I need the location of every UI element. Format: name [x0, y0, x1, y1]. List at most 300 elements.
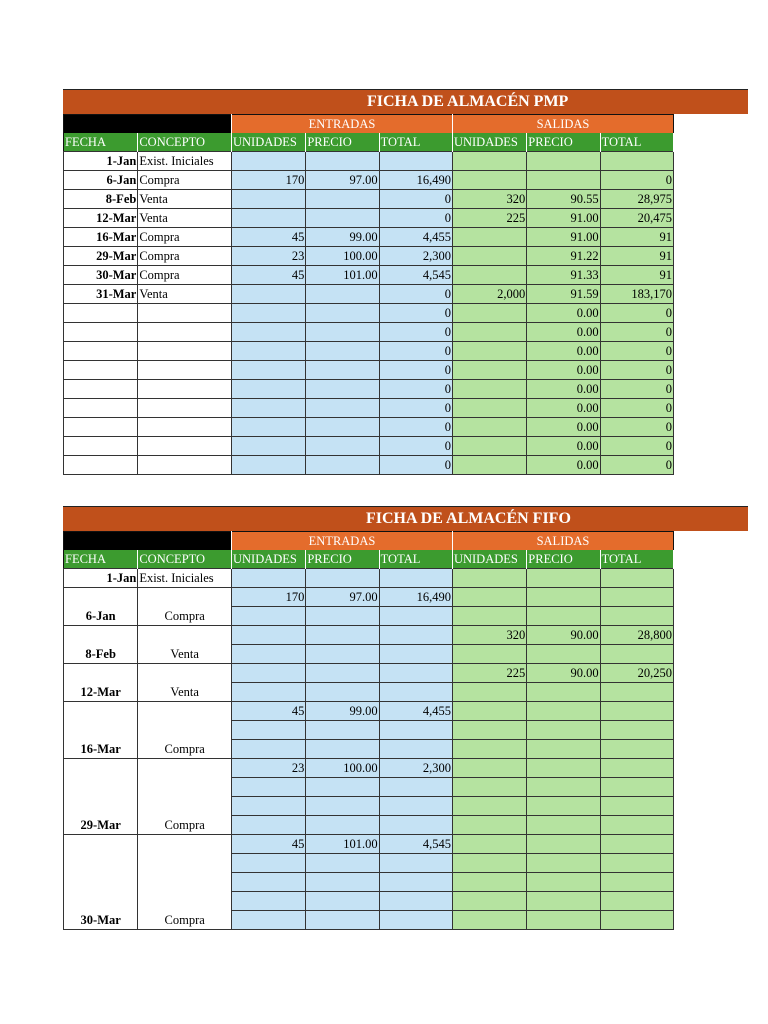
out-units-cell[interactable]	[452, 247, 526, 266]
in-total-cell[interactable]	[379, 626, 452, 645]
out-price-cell[interactable]	[527, 854, 600, 873]
in-price-cell[interactable]: 99.00	[306, 228, 379, 247]
concept-cell[interactable]: Venta	[138, 209, 232, 228]
in-units-cell[interactable]	[232, 323, 306, 342]
in-units-cell[interactable]	[232, 418, 306, 437]
concept-cell[interactable]	[138, 437, 232, 456]
out-total-cell[interactable]: 20,475	[600, 209, 673, 228]
out-total-cell[interactable]	[600, 152, 673, 171]
table-row	[64, 209, 674, 228]
in-price-cell[interactable]: 100.00	[306, 759, 379, 778]
out-units-cell[interactable]: 320	[452, 626, 526, 645]
in-units-cell[interactable]: 23	[232, 759, 306, 778]
in-price-cell[interactable]	[306, 721, 379, 740]
out-total-cell[interactable]: 0	[600, 380, 673, 399]
out-total-cell[interactable]	[600, 759, 673, 778]
in-total-cell[interactable]	[379, 816, 452, 835]
in-price-cell[interactable]	[306, 190, 379, 209]
empty-cell[interactable]	[232, 569, 306, 588]
out-price-cell[interactable]: 0.00	[527, 380, 600, 399]
in-price-cell[interactable]	[306, 342, 379, 361]
fifo-concept-cell[interactable]: Compra	[138, 835, 232, 930]
fifo-concept-cell[interactable]: Venta	[138, 664, 232, 702]
date-cell[interactable]	[64, 418, 138, 437]
date-cell[interactable]: 8-Feb	[64, 190, 138, 209]
empty-cell[interactable]	[527, 569, 600, 588]
out-total-cell[interactable]: 91	[600, 247, 673, 266]
in-units-cell[interactable]	[232, 683, 306, 702]
fifo-concept-cell[interactable]: Venta	[138, 626, 232, 664]
pmp-table	[63, 114, 674, 475]
in-total-cell[interactable]	[379, 664, 452, 683]
fifo-header-unidades: UNIDADES	[452, 550, 526, 569]
in-units-cell[interactable]: 45	[232, 228, 306, 247]
pmp-title: FICHA DE ALMACÉN PMP	[367, 93, 569, 110]
in-total-cell[interactable]: 0	[379, 437, 452, 456]
in-units-cell[interactable]	[232, 873, 306, 892]
in-price-cell[interactable]	[306, 645, 379, 664]
date-cell[interactable]: 1-Jan	[64, 569, 138, 588]
out-units-cell[interactable]	[452, 456, 526, 475]
out-total-cell[interactable]: 0	[600, 304, 673, 323]
out-units-cell[interactable]	[452, 152, 526, 171]
out-total-cell[interactable]	[600, 873, 673, 892]
concept-cell[interactable]: Venta	[138, 190, 232, 209]
out-total-cell[interactable]: 28,975	[600, 190, 673, 209]
out-units-cell[interactable]	[452, 759, 526, 778]
concept-cell[interactable]	[138, 380, 232, 399]
fifo-date-cell[interactable]: 29-Mar	[64, 759, 138, 835]
fifo-date-cell[interactable]: 30-Mar	[64, 835, 138, 930]
in-price-cell[interactable]	[306, 683, 379, 702]
in-total-cell[interactable]	[379, 854, 452, 873]
out-total-cell[interactable]: 183,170	[600, 285, 673, 304]
date-cell[interactable]	[64, 323, 138, 342]
in-total-cell[interactable]: 2,300	[379, 759, 452, 778]
in-price-cell[interactable]	[306, 361, 379, 380]
in-units-cell[interactable]	[232, 285, 306, 304]
in-price-cell[interactable]	[306, 816, 379, 835]
in-units-cell[interactable]	[232, 645, 306, 664]
in-units-cell[interactable]	[232, 892, 306, 911]
in-total-cell[interactable]: 4,455	[379, 702, 452, 721]
out-total-cell[interactable]	[600, 892, 673, 911]
out-units-cell[interactable]	[452, 418, 526, 437]
date-cell[interactable]	[64, 342, 138, 361]
concept-cell[interactable]	[138, 304, 232, 323]
out-units-cell[interactable]	[452, 380, 526, 399]
in-price-cell[interactable]	[306, 323, 379, 342]
out-total-cell[interactable]: 28,800	[600, 626, 673, 645]
out-price-cell[interactable]	[527, 721, 600, 740]
out-units-cell[interactable]	[452, 323, 526, 342]
date-cell[interactable]: 31-Mar	[64, 285, 138, 304]
fifo-date-cell[interactable]: 16-Mar	[64, 702, 138, 759]
in-total-cell[interactable]: 4,545	[379, 835, 452, 854]
in-price-cell[interactable]	[306, 607, 379, 626]
in-units-cell[interactable]: 45	[232, 835, 306, 854]
in-price-cell[interactable]	[306, 778, 379, 797]
in-units-cell[interactable]: 170	[232, 588, 306, 607]
out-price-cell[interactable]: 91.00	[527, 209, 600, 228]
concept-cell[interactable]	[138, 456, 232, 475]
date-cell[interactable]: 6-Jan	[64, 171, 138, 190]
out-price-cell[interactable]: 0.00	[527, 399, 600, 418]
out-price-cell[interactable]	[527, 816, 600, 835]
in-price-cell[interactable]	[306, 437, 379, 456]
in-total-cell[interactable]	[379, 740, 452, 759]
in-units-cell[interactable]	[232, 209, 306, 228]
in-price-cell[interactable]	[306, 892, 379, 911]
in-total-cell[interactable]	[379, 607, 452, 626]
in-units-cell[interactable]	[232, 797, 306, 816]
in-total-cell[interactable]	[379, 911, 452, 930]
in-total-cell[interactable]: 0	[379, 380, 452, 399]
in-total-cell[interactable]: 0	[379, 361, 452, 380]
out-total-cell[interactable]	[600, 645, 673, 664]
in-price-cell[interactable]	[306, 911, 379, 930]
in-units-cell[interactable]	[232, 456, 306, 475]
in-units-cell[interactable]	[232, 380, 306, 399]
empty-cell[interactable]	[379, 569, 452, 588]
in-total-cell[interactable]: 4,455	[379, 228, 452, 247]
empty-cell[interactable]	[600, 569, 673, 588]
out-units-cell[interactable]	[452, 854, 526, 873]
table-row	[64, 152, 674, 171]
out-total-cell[interactable]	[600, 797, 673, 816]
fifo-header-total: TOTAL	[600, 550, 673, 569]
in-units-cell[interactable]	[232, 664, 306, 683]
out-price-cell[interactable]	[527, 588, 600, 607]
out-units-cell[interactable]	[452, 683, 526, 702]
out-total-cell[interactable]	[600, 854, 673, 873]
in-price-cell[interactable]: 97.00	[306, 588, 379, 607]
concept-cell[interactable]: Compra	[138, 247, 232, 266]
out-total-cell[interactable]: 0	[600, 418, 673, 437]
out-units-cell[interactable]	[452, 588, 526, 607]
pmp-black-header	[64, 115, 232, 134]
in-total-cell[interactable]	[379, 721, 452, 740]
concept-cell[interactable]: Compra	[138, 266, 232, 285]
table-row	[64, 285, 674, 304]
in-units-cell[interactable]: 170	[232, 171, 306, 190]
out-price-cell[interactable]: 0.00	[527, 323, 600, 342]
out-units-cell[interactable]: 225	[452, 209, 526, 228]
date-cell[interactable]: 30-Mar	[64, 266, 138, 285]
in-total-cell[interactable]	[379, 778, 452, 797]
in-total-cell[interactable]: 0	[379, 342, 452, 361]
fifo-entradas-header: ENTRADAS	[232, 532, 453, 551]
out-units-cell[interactable]	[452, 171, 526, 190]
table-row	[64, 626, 674, 645]
in-total-cell[interactable]: 0	[379, 209, 452, 228]
in-units-cell[interactable]: 45	[232, 702, 306, 721]
in-price-cell[interactable]	[306, 209, 379, 228]
concept-cell[interactable]: Compra	[138, 171, 232, 190]
in-units-cell[interactable]	[232, 607, 306, 626]
out-total-cell[interactable]	[600, 702, 673, 721]
concept-cell[interactable]: Exist. Iniciales	[138, 569, 232, 588]
in-total-cell[interactable]: 2,300	[379, 247, 452, 266]
in-units-cell[interactable]	[232, 778, 306, 797]
in-total-cell[interactable]: 0	[379, 304, 452, 323]
out-total-cell[interactable]: 0	[600, 437, 673, 456]
table-row	[64, 456, 674, 475]
concept-cell[interactable]: Compra	[138, 228, 232, 247]
in-total-cell[interactable]: 0	[379, 456, 452, 475]
pmp-header-fecha: FECHA	[64, 133, 138, 152]
out-units-cell[interactable]	[452, 816, 526, 835]
out-price-cell[interactable]	[527, 683, 600, 702]
in-total-cell[interactable]	[379, 892, 452, 911]
in-units-cell[interactable]	[232, 152, 306, 171]
date-cell[interactable]	[64, 456, 138, 475]
out-units-cell[interactable]: 320	[452, 190, 526, 209]
out-total-cell[interactable]	[600, 740, 673, 759]
out-price-cell[interactable]: 90.55	[527, 190, 600, 209]
in-price-cell[interactable]: 101.00	[306, 266, 379, 285]
out-price-cell[interactable]: 0.00	[527, 342, 600, 361]
out-units-cell[interactable]	[452, 873, 526, 892]
out-total-cell[interactable]	[600, 778, 673, 797]
date-cell[interactable]: 1-Jan	[64, 152, 138, 171]
in-total-cell[interactable]: 0	[379, 399, 452, 418]
in-units-cell[interactable]	[232, 626, 306, 645]
in-price-cell[interactable]: 99.00	[306, 702, 379, 721]
fifo-date-cell[interactable]: 8-Feb	[64, 626, 138, 664]
date-cell[interactable]	[64, 399, 138, 418]
fifo-title: FICHA DE ALMACÉN FIFO	[366, 510, 571, 527]
out-total-cell[interactable]	[600, 588, 673, 607]
in-price-cell[interactable]	[306, 418, 379, 437]
out-total-cell[interactable]: 20,250	[600, 664, 673, 683]
concept-cell[interactable]: Venta	[138, 285, 232, 304]
in-units-cell[interactable]	[232, 816, 306, 835]
out-units-cell[interactable]	[452, 266, 526, 285]
in-units-cell[interactable]	[232, 342, 306, 361]
in-units-cell[interactable]: 23	[232, 247, 306, 266]
in-total-cell[interactable]	[379, 797, 452, 816]
in-total-cell[interactable]: 0	[379, 323, 452, 342]
table-row	[64, 418, 674, 437]
in-price-cell[interactable]: 101.00	[306, 835, 379, 854]
out-total-cell[interactable]	[600, 721, 673, 740]
table-row	[64, 171, 674, 190]
table-row	[64, 304, 674, 323]
fifo-date-cell[interactable]: 12-Mar	[64, 664, 138, 702]
out-price-cell[interactable]: 90.00	[527, 626, 600, 645]
date-cell[interactable]	[64, 361, 138, 380]
fifo-header-precio: PRECIO	[306, 550, 379, 569]
pmp-header-unidades: UNIDADES	[232, 133, 306, 152]
table-row	[64, 835, 674, 854]
out-price-cell[interactable]: 0.00	[527, 456, 600, 475]
concept-cell[interactable]	[138, 418, 232, 437]
empty-cell[interactable]	[452, 569, 526, 588]
in-price-cell[interactable]	[306, 399, 379, 418]
concept-cell[interactable]: Exist. Iniciales	[138, 152, 232, 171]
out-units-cell[interactable]: 2,000	[452, 285, 526, 304]
out-units-cell[interactable]	[452, 228, 526, 247]
out-units-cell[interactable]	[452, 778, 526, 797]
out-total-cell[interactable]	[600, 683, 673, 702]
out-total-cell[interactable]: 0	[600, 342, 673, 361]
fifo-header-fecha: FECHA	[64, 550, 138, 569]
fifo-concept-cell[interactable]: Compra	[138, 588, 232, 626]
concept-cell[interactable]	[138, 342, 232, 361]
table-row	[64, 588, 674, 607]
in-total-cell[interactable]	[379, 152, 452, 171]
out-units-cell[interactable]	[452, 911, 526, 930]
out-price-cell[interactable]: 91.33	[527, 266, 600, 285]
out-price-cell[interactable]	[527, 607, 600, 626]
in-units-cell[interactable]: 45	[232, 266, 306, 285]
out-price-cell[interactable]: 90.00	[527, 664, 600, 683]
table-row	[64, 228, 674, 247]
in-total-cell[interactable]: 0	[379, 190, 452, 209]
table-row	[64, 247, 674, 266]
date-cell[interactable]	[64, 380, 138, 399]
fifo-date-cell[interactable]: 6-Jan	[64, 588, 138, 626]
out-units-cell[interactable]	[452, 740, 526, 759]
out-units-cell[interactable]: 225	[452, 664, 526, 683]
out-price-cell[interactable]	[527, 778, 600, 797]
out-units-cell[interactable]	[452, 702, 526, 721]
fifo-header-precio: PRECIO	[527, 550, 600, 569]
out-price-cell[interactable]: 0.00	[527, 304, 600, 323]
in-total-cell[interactable]: 16,490	[379, 171, 452, 190]
in-price-cell[interactable]	[306, 285, 379, 304]
in-price-cell[interactable]: 100.00	[306, 247, 379, 266]
out-units-cell[interactable]	[452, 721, 526, 740]
in-total-cell[interactable]	[379, 873, 452, 892]
pmp-header-concepto: CONCEPTO	[138, 133, 232, 152]
date-cell[interactable]	[64, 304, 138, 323]
out-price-cell[interactable]: 0.00	[527, 437, 600, 456]
concept-cell[interactable]	[138, 361, 232, 380]
out-price-cell[interactable]	[527, 892, 600, 911]
date-cell[interactable]: 16-Mar	[64, 228, 138, 247]
table-row	[64, 702, 674, 721]
out-total-cell[interactable]: 91	[600, 228, 673, 247]
out-units-cell[interactable]	[452, 645, 526, 664]
in-total-cell[interactable]: 0	[379, 418, 452, 437]
out-price-cell[interactable]: 91.22	[527, 247, 600, 266]
fifo-concept-cell[interactable]: Compra	[138, 759, 232, 835]
in-price-cell[interactable]	[306, 152, 379, 171]
in-price-cell[interactable]	[306, 304, 379, 323]
out-units-cell[interactable]	[452, 835, 526, 854]
out-units-cell[interactable]	[452, 607, 526, 626]
in-units-cell[interactable]	[232, 721, 306, 740]
out-total-cell[interactable]	[600, 607, 673, 626]
table-row	[64, 342, 674, 361]
out-price-cell[interactable]: 0.00	[527, 361, 600, 380]
in-total-cell[interactable]: 4,545	[379, 266, 452, 285]
out-total-cell[interactable]: 0	[600, 361, 673, 380]
out-total-cell[interactable]: 91	[600, 266, 673, 285]
table-row	[64, 399, 674, 418]
in-units-cell[interactable]	[232, 854, 306, 873]
in-price-cell[interactable]	[306, 456, 379, 475]
in-price-cell[interactable]	[306, 854, 379, 873]
date-cell[interactable]	[64, 437, 138, 456]
out-total-cell[interactable]	[600, 816, 673, 835]
out-total-cell[interactable]: 0	[600, 171, 673, 190]
out-units-cell[interactable]	[452, 892, 526, 911]
out-units-cell[interactable]	[452, 342, 526, 361]
out-price-cell[interactable]: 91.00	[527, 228, 600, 247]
in-price-cell[interactable]	[306, 380, 379, 399]
concept-cell[interactable]	[138, 399, 232, 418]
in-price-cell[interactable]	[306, 664, 379, 683]
out-price-cell[interactable]	[527, 797, 600, 816]
table-row	[64, 437, 674, 456]
out-price-cell[interactable]: 91.59	[527, 285, 600, 304]
out-units-cell[interactable]	[452, 437, 526, 456]
pmp-header-unidades: UNIDADES	[452, 133, 526, 152]
out-price-cell[interactable]: 0.00	[527, 418, 600, 437]
out-total-cell[interactable]: 0	[600, 399, 673, 418]
in-total-cell[interactable]: 0	[379, 285, 452, 304]
out-units-cell[interactable]	[452, 797, 526, 816]
out-price-cell[interactable]	[527, 702, 600, 721]
out-total-cell[interactable]	[600, 835, 673, 854]
in-price-cell[interactable]	[306, 797, 379, 816]
out-total-cell[interactable]: 0	[600, 323, 673, 342]
in-price-cell[interactable]: 97.00	[306, 171, 379, 190]
out-price-cell[interactable]	[527, 759, 600, 778]
empty-cell[interactable]	[306, 569, 379, 588]
table-row	[64, 266, 674, 285]
in-units-cell[interactable]	[232, 911, 306, 930]
in-price-cell[interactable]	[306, 873, 379, 892]
in-units-cell[interactable]	[232, 399, 306, 418]
out-total-cell[interactable]	[600, 911, 673, 930]
in-units-cell[interactable]	[232, 304, 306, 323]
out-price-cell[interactable]	[527, 171, 600, 190]
out-price-cell[interactable]	[527, 645, 600, 664]
table-row	[64, 361, 674, 380]
out-price-cell[interactable]	[527, 835, 600, 854]
out-price-cell[interactable]	[527, 740, 600, 759]
fifo-header-unidades: UNIDADES	[232, 550, 306, 569]
date-cell[interactable]: 12-Mar	[64, 209, 138, 228]
in-units-cell[interactable]	[232, 361, 306, 380]
pmp-header-total: TOTAL	[379, 133, 452, 152]
out-price-cell[interactable]	[527, 911, 600, 930]
in-units-cell[interactable]	[232, 190, 306, 209]
in-total-cell[interactable]	[379, 645, 452, 664]
out-units-cell[interactable]	[452, 399, 526, 418]
out-price-cell[interactable]	[527, 873, 600, 892]
out-total-cell[interactable]: 0	[600, 456, 673, 475]
fifo-header-total: TOTAL	[379, 550, 452, 569]
out-units-cell[interactable]	[452, 361, 526, 380]
out-units-cell[interactable]	[452, 304, 526, 323]
in-price-cell[interactable]	[306, 626, 379, 645]
in-total-cell[interactable]: 16,490	[379, 588, 452, 607]
out-price-cell[interactable]	[527, 152, 600, 171]
in-units-cell[interactable]	[232, 437, 306, 456]
in-total-cell[interactable]	[379, 683, 452, 702]
in-units-cell[interactable]	[232, 740, 306, 759]
table-row	[64, 664, 674, 683]
concept-cell[interactable]	[138, 323, 232, 342]
fifo-concept-cell[interactable]: Compra	[138, 702, 232, 759]
in-price-cell[interactable]	[306, 740, 379, 759]
date-cell[interactable]: 29-Mar	[64, 247, 138, 266]
